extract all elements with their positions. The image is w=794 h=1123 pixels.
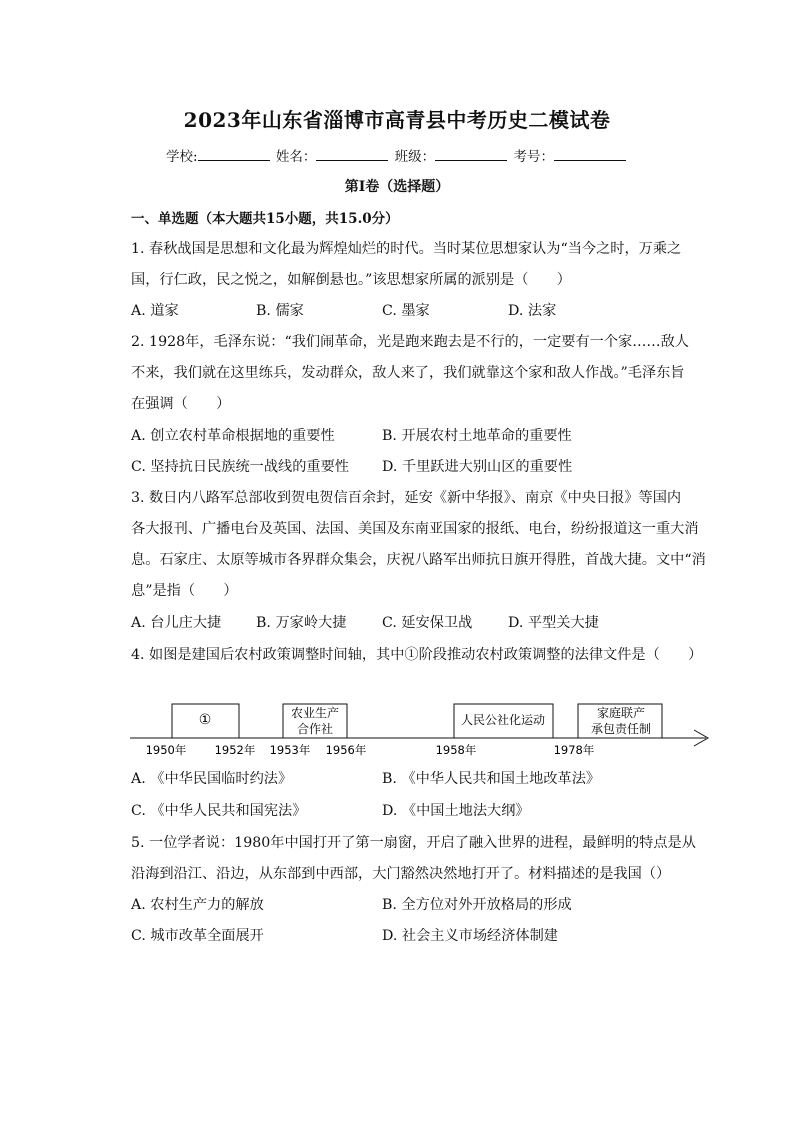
question-2-line-1: 2. 1928年，毛泽东说：“我们闹革命，光是跑来跑去是不行的，一定要有一个家……敌人 bbox=[131, 334, 689, 350]
question-3-option-a: A. 台儿庄大捷 bbox=[131, 615, 222, 631]
question-5-line-2: 沿海到沿江、沿边，从东部到中西部，大门豁然决然地打开了。材料描述的是我国（） bbox=[131, 866, 671, 882]
school-blank bbox=[198, 148, 270, 161]
question-2-option-b: B. 开展农村土地革命的重要性 bbox=[382, 428, 572, 444]
question-2-option-a: A. 创立农村革命根据地的重要性 bbox=[131, 428, 335, 444]
question-4-option-b: B. 《中华人民共和国土地改革法》 bbox=[382, 771, 601, 787]
timeline-year-1953: 1953年 bbox=[269, 743, 311, 757]
name-label: 姓名： bbox=[275, 149, 317, 165]
question-5-option-c: C. 城市改革全面展开 bbox=[131, 928, 264, 944]
question-5-option-d: D. 社会主义市场经济体制建 bbox=[382, 928, 558, 944]
school-label: 学校: bbox=[166, 149, 198, 165]
question-1-line-2: 国，行仁政，民之悦之，如解倒悬也。”该思想家所属的派别是（ ） bbox=[131, 272, 571, 288]
question-3-option-d: D. 平型关大捷 bbox=[508, 615, 599, 631]
question-4-line-1: 4. 如图是建国后农村政策调整时间轴，其中①阶段推动农村政策调整的法律文件是（ ） bbox=[131, 647, 703, 663]
question-1-option-b: B. 儒家 bbox=[256, 303, 304, 319]
timeline-box-cooperative-line-2: 合作社 bbox=[296, 722, 334, 736]
question-2-line-2: 不来，我们就在这里练兵，发动群众，敌人来了，我们就靠这个家和敌人作战。”毛泽东旨 bbox=[131, 365, 685, 381]
timeline-year-1978: 1978年 bbox=[553, 743, 595, 757]
section-title: 第Ⅰ卷（选择题） bbox=[344, 179, 450, 195]
question-3-line-4: 息”是指（ ） bbox=[131, 583, 238, 599]
number-blank bbox=[554, 148, 626, 161]
question-4-option-a: A. 《中华民国临时约法》 bbox=[131, 771, 293, 787]
question-3-line-3: 息。石家庄、太原等城市各界群众集会，庆祝八路军出师抗日旗开得胜，首战大捷。文中“消 bbox=[131, 552, 706, 568]
policy-timeline-diagram bbox=[128, 700, 718, 762]
student-info-row bbox=[0, 145, 794, 165]
timeline-box-stage-1-label: ① bbox=[198, 712, 212, 728]
question-3-option-b: B. 万家岭大捷 bbox=[256, 615, 347, 631]
number-label: 考号： bbox=[513, 149, 554, 165]
question-3-option-c: C. 延安保卫战 bbox=[382, 615, 473, 631]
timeline-year-1952: 1952年 bbox=[214, 743, 256, 757]
timeline-year-1950: 1950年 bbox=[145, 743, 187, 757]
question-1-option-c: C. 墨家 bbox=[382, 303, 430, 319]
timeline-box-commune-label: 人民公社化运动 bbox=[460, 713, 546, 727]
exam-title: 2023年山东省淄博市高青县中考历史二模试卷 bbox=[183, 108, 611, 132]
question-4-option-c: C. 《中华人民共和国宪法》 bbox=[131, 803, 307, 819]
question-5-option-a: A. 农村生产力的解放 bbox=[131, 897, 264, 913]
question-1-option-a: A. 道家 bbox=[131, 303, 179, 319]
name-blank bbox=[316, 148, 388, 161]
timeline-year-1956: 1956年 bbox=[325, 743, 367, 757]
timeline-box-responsibility-line-2: 承包责任制 bbox=[590, 722, 652, 736]
part-title: 一、单选题（本大题共15小题，共15.0分） bbox=[131, 211, 399, 227]
question-2-option-c: C. 坚持抗日民族统一战线的重要性 bbox=[131, 459, 349, 475]
question-2-line-3: 在强调（ ） bbox=[131, 396, 231, 412]
question-1-option-d: D. 法家 bbox=[508, 303, 557, 319]
class-blank bbox=[435, 148, 507, 161]
question-3-line-1: 3. 数日内八路军总部收到贺电贺信百余封，延安《新中华报》、南京《中央日报》等国内 bbox=[131, 490, 682, 506]
question-3-line-2: 各大报刊、广播电台及英国、法国、美国及东南亚国家的报纸、电台，纷纷报道这一重大消 bbox=[131, 521, 699, 537]
question-2-option-d: D. 千里跃进大别山区的重要性 bbox=[382, 459, 573, 475]
question-4-option-d: D. 《中国土地法大纲》 bbox=[382, 803, 530, 819]
class-label: 班级： bbox=[394, 149, 436, 165]
question-1-line-1: 1. 春秋战国是思想和文化最为辉煌灿烂的时代。当时某位思想家认为“当今之时，万乘之 bbox=[131, 241, 682, 257]
question-5-option-b: B. 全方位对外开放格局的形成 bbox=[382, 897, 572, 913]
timeline-box-responsibility-line-1: 家庭联产 bbox=[596, 706, 646, 720]
timeline-box-cooperative-line-1: 农业生产 bbox=[290, 706, 340, 720]
timeline-year-1958: 1958年 bbox=[435, 743, 477, 757]
question-5-line-1: 5. 一位学者说：1980年中国打开了第一扇窗，开启了融入世界的进程，最鲜明的特点是从 bbox=[131, 835, 696, 851]
